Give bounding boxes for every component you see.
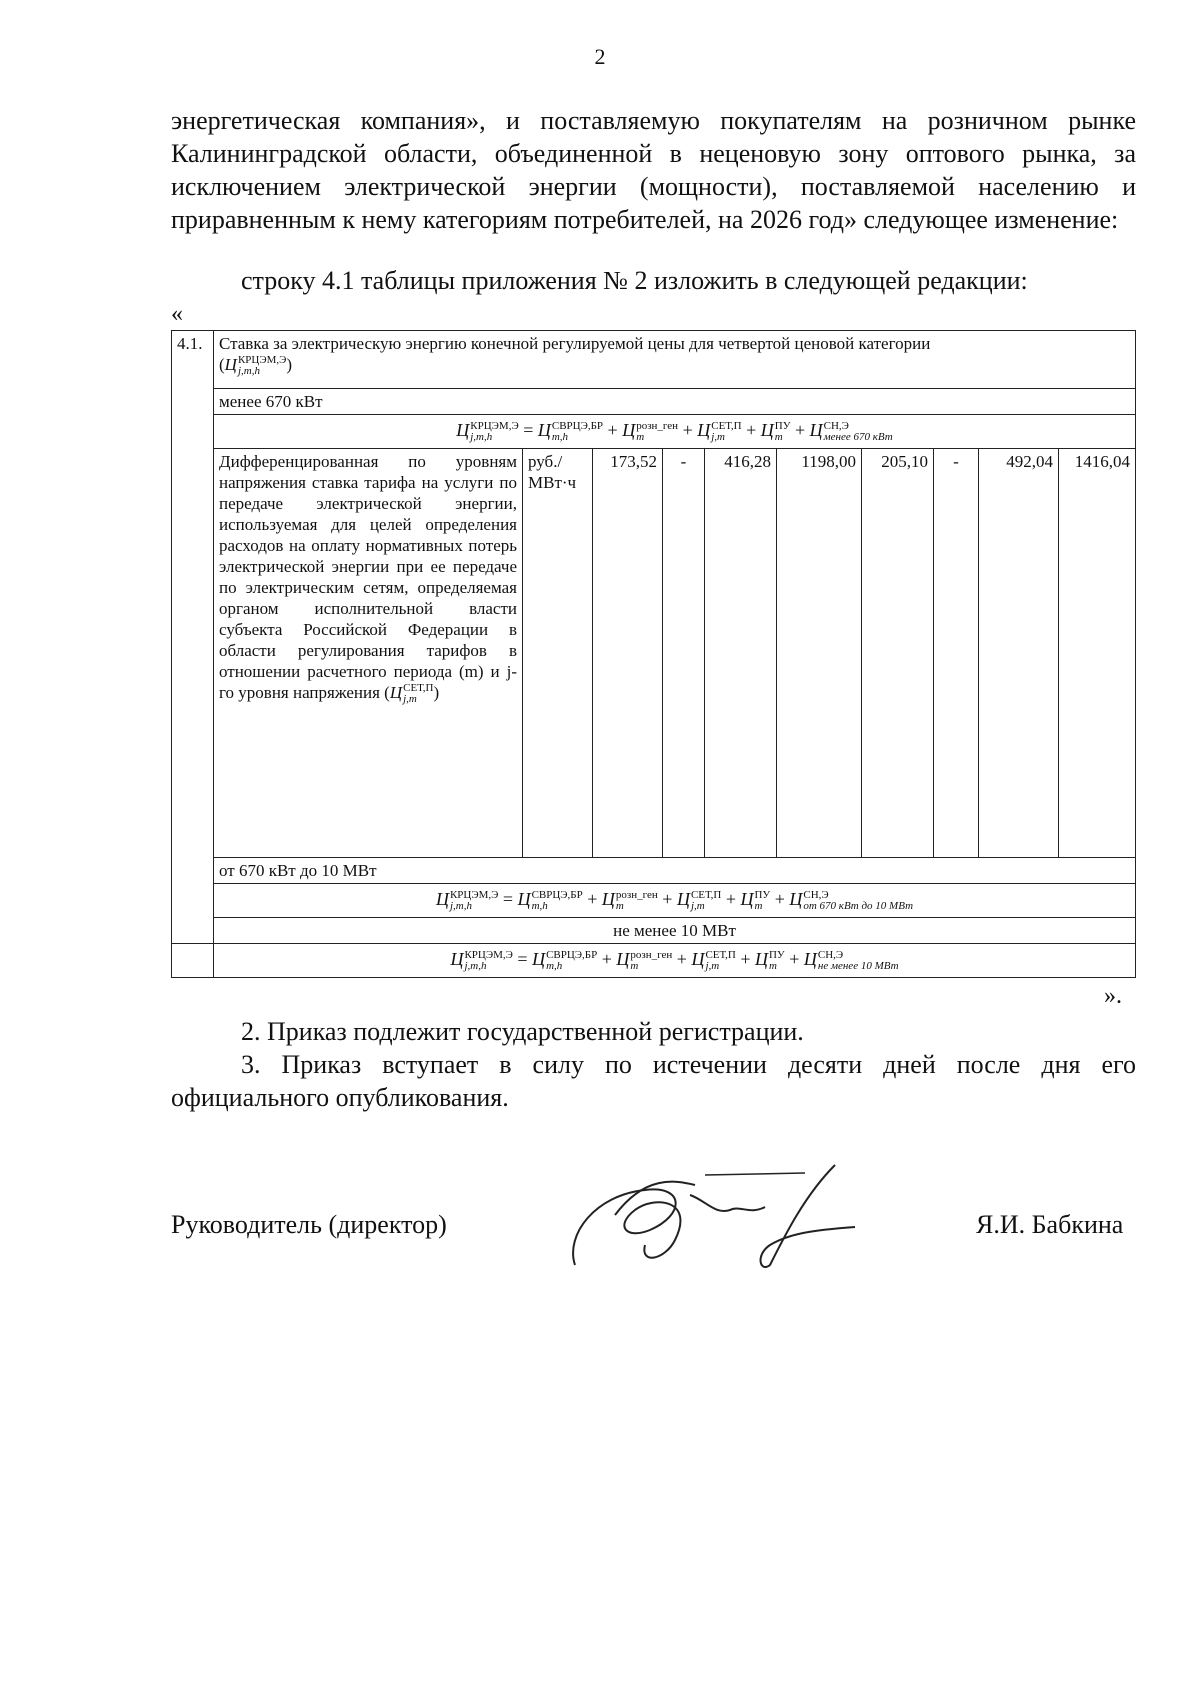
signer-role: Руководитель (директор) [171,1210,447,1239]
row-description-cell: Дифференцированная по уровням напряжения ставка тарифа на услуги по передаче электрической энергии, используемая для целей определения расходов на оплату нормативных потерь электрической энергии при ее передаче по электрическим сетям, определяемая органом исполнительной власти субъекта Российской Федерации в области регулирования тарифов в отношении расчетного периода (m) и j-го уровня напряжения (Ц СЕТ,П j,m ) [214,449,523,858]
signer-name: Я.И. Бабкина [976,1210,1124,1239]
value-cell: 173,52 [593,449,663,858]
handwritten-signature [555,1155,885,1275]
description-symbol: Ц СЕТ,П j,m [389,682,434,706]
value-cell: - [934,449,979,858]
unit-cell: руб./ МВт·ч [523,449,593,858]
header-cell: Ставка за электрическую энергию конечной регулируемой цены для четвертой ценовой категории (Ц КРЦЭМ,Э j,m,h ) [214,331,1136,389]
group-label-10mw-plus: не менее 10 МВт [214,918,1136,944]
value-cell: 205,10 [862,449,934,858]
point-2: 2. Приказ подлежит государственной регистрации. [241,1017,804,1046]
row-description: Дифференцированная по уровням напряжения ставка тарифа на услуги по передаче электрической энергии, используемая для целей определения расходов на оплату нормативных потерь электрической энергии при ее передаче по электрическим сетям, определяемая органом исполнительной власти субъекта Российской Федерации в области регулирования тарифов в отношении расчетного периода (m) и j-го уровня напряжения [219,452,517,702]
value-cell: 416,28 [705,449,777,858]
value-cell: - [663,449,705,858]
table-header-row [172,331,1136,389]
value-cell: 1198,00 [777,449,862,858]
value-cell: 492,04 [979,449,1059,858]
data-row [172,449,1136,858]
tariff-table [171,330,1136,978]
formula-10mw-plus: Ц КРЦЭМ,Э j,m,h = Ц СВРЦЭ,БР m,h + Ц розн_ген m + Ц СЕТ,П j,m + Ц ПУ m + Ц СН,Э не менее 10 МВт [214,944,1136,978]
group-label-under-670: менее 670 кВт [214,389,1136,415]
page-number: 2 [594,44,606,69]
intro-paragraph: энергетическая компания», и поставляемую покупателям на розничном рынке Калининградской области, объединенной в неценовую зону оптового рынка, за исключением электрической энергии (мощности), поставляемой населению и приравненным к нему категориям потребителей, на 2026 год» следующее изменение: [171,106,1136,234]
amendment-instruction: строку 4.1 таблицы приложения № 2 изложить в следующей редакции: [241,266,1028,295]
row-number: 4.1. [172,331,214,944]
header-symbol: Ц КРЦЭМ,Э j,m,h [224,354,287,378]
point-3: 3. Приказ вступает в силу по истечении десяти дней после дня его официального опубликования. [171,1050,1136,1112]
header-text: Ставка за электрическую энергию конечной регулируемой цены для четвертой ценовой категории [219,334,931,353]
opening-quote: « [171,301,183,327]
group-label-670-to-10mw: от 670 кВт до 10 МВт [214,858,1136,884]
closing-quote: ». [1104,983,1122,1009]
formula-under-670: Ц КРЦЭМ,Э j,m,h = Ц СВРЦЭ,БР m,h + Ц розн_ген m + Ц СЕТ,П j,m + Ц ПУ m + Ц СН,Э менее 670 кВт [214,415,1136,449]
formula-670-to-10mw: Ц КРЦЭМ,Э j,m,h = Ц СВРЦЭ,БР m,h + Ц розн_ген m + Ц СЕТ,П j,m + Ц ПУ m + Ц СН,Э от 670 кВт до 10 МВт [214,884,1136,918]
value-cell: 1416,04 [1059,449,1136,858]
